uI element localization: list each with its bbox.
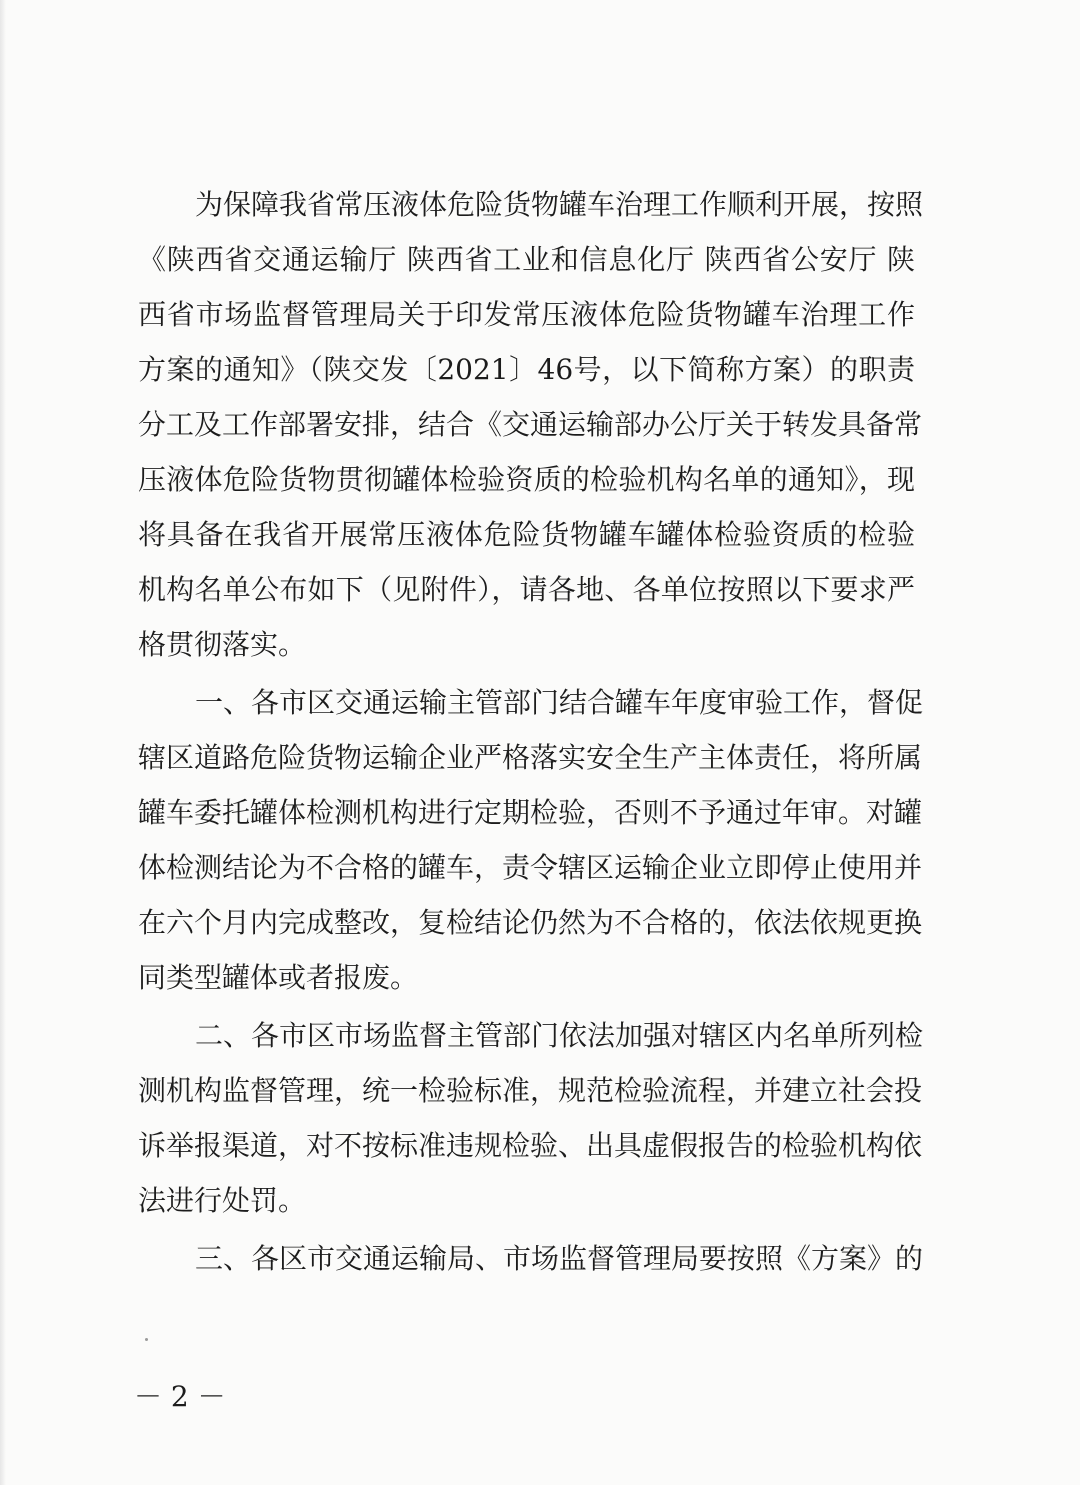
document-body <box>138 177 924 1286</box>
paragraph-line: 同类型罐体或者报废。 <box>138 961 419 994</box>
page-edge-shadow <box>0 0 6 1485</box>
paragraph-intro <box>138 177 924 672</box>
paragraph-line: 一、各市区交通运输主管部门结合罐车年度审验工作，督促 <box>195 686 924 719</box>
paragraph-line: 将具备在我省开展常压液体危险货物罐车罐体检验资质的检验 <box>138 518 915 551</box>
paragraph-line: 分工及工作部署安排，结合《交通运输部办公厅关于转发具备常 <box>138 408 923 441</box>
paragraph-line: 在六个月内完成整改，复检结论仍然为不合格的，依法依规更换 <box>138 906 923 939</box>
page-number: － 2 － <box>134 1380 226 1413</box>
paragraph-line: 辖区道路危险货物运输企业严格落实安全生产主体责任，将所属 <box>138 741 923 774</box>
paragraph-line: 为保障我省常压液体危险货物罐车治理工作顺利开展，按照 <box>195 188 924 221</box>
paragraph-item-2 <box>138 1008 924 1228</box>
paragraph-item-3 <box>138 1231 924 1286</box>
paragraph-line: 机构名单公布如下（见附件），请各地、各单位按照以下要求严 <box>138 573 915 606</box>
paragraph-line: 诉举报渠道，对不按标准违规检验、出具虚假报告的检验机构依 <box>138 1129 923 1162</box>
paragraph-line: 西省市场监督管理局关于印发常压液体危险货物罐车治理工作 <box>138 298 915 331</box>
paragraph-line: 罐车委托罐体检测机构进行定期检验，否则不予通过年审。对罐 <box>138 796 923 829</box>
paragraph-line: 二、各市区市场监督主管部门依法加强对辖区内名单所列检 <box>195 1019 924 1052</box>
paragraph-line: 压液体危险货物贯彻罐体检验资质的检验机构名单的通知》，现 <box>138 463 915 496</box>
paragraph-line: 格贯彻落实。 <box>138 628 307 661</box>
paragraph-line: 法进行处罚。 <box>138 1184 307 1217</box>
paragraph-line: 方案的通知》（陕交发〔2021〕46号，以下简称方案）的职责 <box>138 353 915 386</box>
scan-speck <box>145 1338 148 1341</box>
paragraph-line: 《陕西省交通运输厅 陕西省工业和信息化厅 陕西省公安厅 陕 <box>138 243 915 276</box>
paragraph-line: 测机构监督管理，统一检验标准，规范检验流程，并建立社会投 <box>138 1074 923 1107</box>
paragraph-line: 三、各区市交通运输局、市场监督管理局要按照《方案》的 <box>195 1242 924 1275</box>
paragraph-item-1 <box>138 675 924 1005</box>
paragraph-line: 体检测结论为不合格的罐车，责令辖区运输企业立即停止使用并 <box>138 851 923 884</box>
